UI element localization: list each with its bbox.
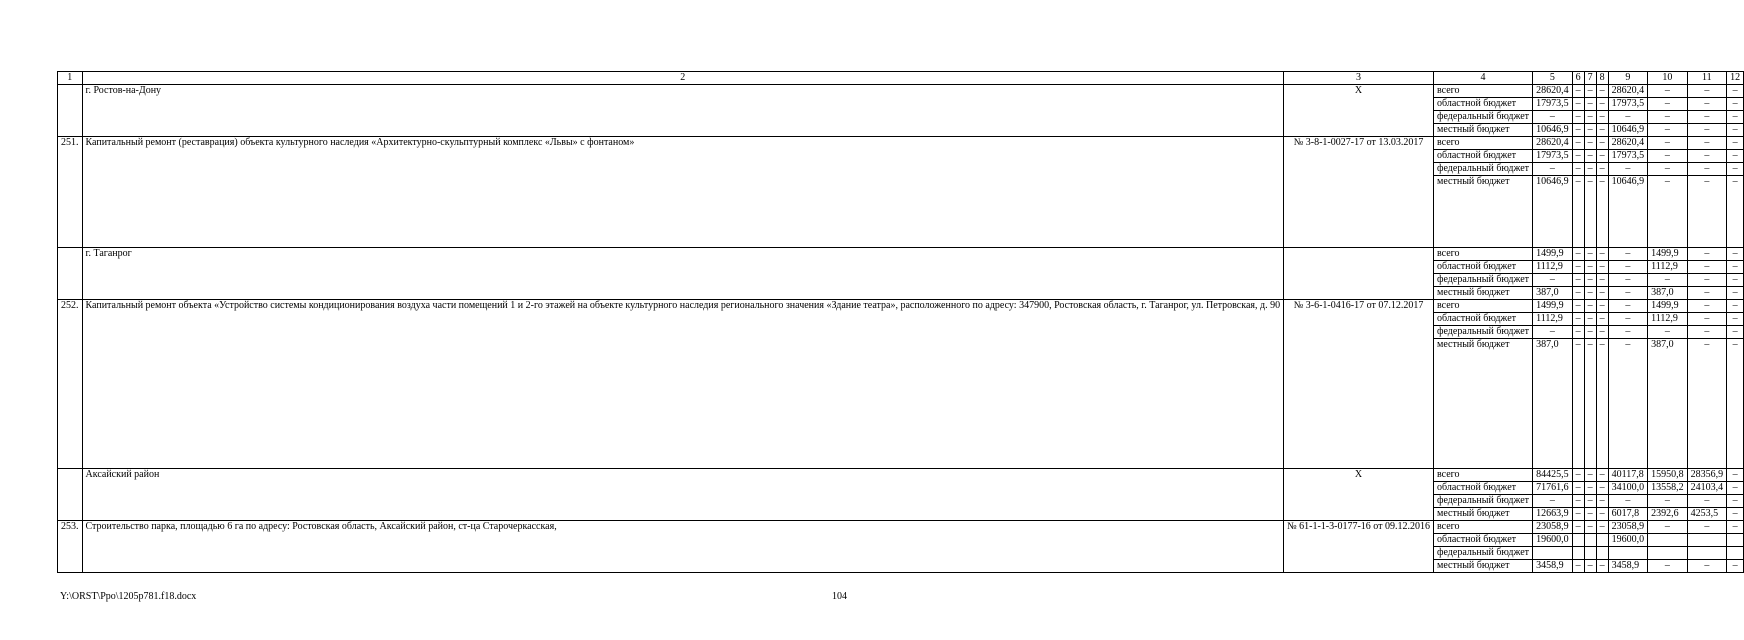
value-cell: 1499,9: [1533, 300, 1573, 313]
value-cell: –: [1584, 124, 1596, 137]
value-cell: –: [1584, 560, 1596, 573]
value-cell: –: [1687, 495, 1727, 508]
value-cell: –: [1596, 508, 1608, 521]
value-cell: 84425,5: [1533, 469, 1573, 482]
budget-label: всего: [1434, 521, 1533, 534]
value-cell: –: [1608, 261, 1648, 274]
value-cell: 19600,0: [1608, 534, 1648, 547]
value-cell: –: [1687, 521, 1727, 534]
budget-label: местный бюджет: [1434, 287, 1533, 300]
value-cell: –: [1727, 560, 1744, 573]
value-cell: 23058,9: [1608, 521, 1648, 534]
budget-label: областной бюджет: [1434, 261, 1533, 274]
budget-label: местный бюджет: [1434, 339, 1533, 469]
value-cell: –: [1608, 274, 1648, 287]
value-cell: –: [1584, 482, 1596, 495]
value-cell: –: [1596, 124, 1608, 137]
value-cell: 10646,9: [1608, 124, 1648, 137]
column-header: 4: [1434, 72, 1533, 85]
budget-label: всего: [1434, 300, 1533, 313]
value-cell: –: [1687, 98, 1727, 111]
value-cell: –: [1572, 261, 1584, 274]
value-cell: –: [1608, 339, 1648, 469]
table-row: [58, 248, 1744, 261]
value-cell: –: [1648, 85, 1688, 98]
column-header: 1: [58, 72, 83, 85]
budget-label: всего: [1434, 137, 1533, 150]
column-header: 3: [1284, 72, 1434, 85]
value-cell: –: [1584, 326, 1596, 339]
value-cell: –: [1572, 176, 1584, 248]
value-cell: –: [1584, 469, 1596, 482]
value-cell: 387,0: [1648, 287, 1688, 300]
budget-label: всего: [1434, 469, 1533, 482]
budget-label: областной бюджет: [1434, 534, 1533, 547]
value-cell: 6017,8: [1608, 508, 1648, 521]
value-cell: –: [1687, 137, 1727, 150]
value-cell: –: [1533, 495, 1573, 508]
value-cell: 1499,9: [1533, 248, 1573, 261]
value-cell: 12663,9: [1533, 508, 1573, 521]
value-cell: 17973,5: [1533, 98, 1573, 111]
value-cell: –: [1584, 176, 1596, 248]
page-number: 104: [832, 591, 847, 602]
value-cell: –: [1596, 176, 1608, 248]
budget-label: всего: [1434, 85, 1533, 98]
value-cell: –: [1648, 98, 1688, 111]
value-cell: –: [1687, 124, 1727, 137]
value-cell: 19600,0: [1533, 534, 1573, 547]
value-cell: –: [1727, 300, 1744, 313]
budget-label: местный бюджет: [1434, 124, 1533, 137]
value-cell: –: [1584, 111, 1596, 124]
value-cell: –: [1572, 521, 1584, 534]
value-cell: –: [1727, 274, 1744, 287]
locality-code: [1284, 248, 1434, 300]
value-cell: –: [1727, 261, 1744, 274]
value-cell: –: [1572, 300, 1584, 313]
value-cell: –: [1572, 313, 1584, 326]
object-name: Капитальный ремонт объекта «Устройство системы кондиционирования воздуха части помещений 1 и 2-го этажей на объекте культурного наследия регионального значения «Здание театра», расположенного по адресу: 347900, Ростовская область, г. Таганрог, ул. Петровская, д. 90: [82, 300, 1284, 469]
value-cell: –: [1596, 85, 1608, 98]
value-cell: 3458,9: [1533, 560, 1573, 573]
value-cell: –: [1584, 300, 1596, 313]
row-number: 251.: [58, 137, 83, 248]
column-header: 6: [1572, 72, 1584, 85]
table-body: [58, 72, 1744, 573]
value-cell: [1687, 534, 1727, 547]
value-cell: –: [1727, 124, 1744, 137]
row-number: 252.: [58, 300, 83, 469]
value-cell: [1584, 534, 1596, 547]
value-cell: –: [1572, 85, 1584, 98]
row-number: [58, 469, 83, 521]
budget-label: федеральный бюджет: [1434, 274, 1533, 287]
value-cell: –: [1596, 287, 1608, 300]
value-cell: –: [1648, 521, 1688, 534]
value-cell: 28620,4: [1608, 137, 1648, 150]
value-cell: –: [1648, 495, 1688, 508]
value-cell: 71761,6: [1533, 482, 1573, 495]
value-cell: –: [1572, 248, 1584, 261]
value-cell: –: [1596, 137, 1608, 150]
value-cell: 28356,9: [1687, 469, 1727, 482]
value-cell: 17973,5: [1533, 150, 1573, 163]
table-row: [58, 521, 1744, 534]
value-cell: –: [1687, 111, 1727, 124]
value-cell: 1112,9: [1648, 313, 1688, 326]
value-cell: –: [1608, 300, 1648, 313]
locality-name: г. Таганрог: [82, 248, 1284, 300]
value-cell: 24103,4: [1687, 482, 1727, 495]
budget-label: федеральный бюджет: [1434, 495, 1533, 508]
value-cell: 387,0: [1533, 287, 1573, 300]
value-cell: –: [1584, 163, 1596, 176]
value-cell: –: [1572, 469, 1584, 482]
value-cell: –: [1687, 339, 1727, 469]
value-cell: [1648, 534, 1688, 547]
value-cell: 28620,4: [1608, 85, 1648, 98]
value-cell: –: [1727, 495, 1744, 508]
value-cell: –: [1596, 560, 1608, 573]
header-row: [58, 72, 1744, 85]
value-cell: –: [1572, 482, 1584, 495]
value-cell: 40117,8: [1608, 469, 1648, 482]
value-cell: –: [1727, 137, 1744, 150]
value-cell: –: [1596, 248, 1608, 261]
budget-table: [57, 71, 1744, 573]
value-cell: [1687, 547, 1727, 560]
value-cell: –: [1648, 124, 1688, 137]
budget-label: местный бюджет: [1434, 176, 1533, 248]
value-cell: –: [1584, 98, 1596, 111]
project-document: № 61-1-1-3-0177-16 от 09.12.2016: [1284, 521, 1434, 573]
value-cell: –: [1687, 176, 1727, 248]
locality-code: Х: [1284, 469, 1434, 521]
row-number: [58, 248, 83, 300]
value-cell: –: [1584, 339, 1596, 469]
locality-name: г. Ростов-на-Дону: [82, 85, 1284, 137]
value-cell: –: [1727, 163, 1744, 176]
value-cell: 10646,9: [1533, 176, 1573, 248]
budget-label: областной бюджет: [1434, 482, 1533, 495]
locality-code: Х: [1284, 85, 1434, 137]
value-cell: –: [1584, 495, 1596, 508]
value-cell: –: [1596, 521, 1608, 534]
budget-label: местный бюджет: [1434, 508, 1533, 521]
value-cell: –: [1596, 274, 1608, 287]
value-cell: [1533, 547, 1573, 560]
value-cell: 13558,2: [1648, 482, 1688, 495]
value-cell: –: [1572, 111, 1584, 124]
budget-label: областной бюджет: [1434, 98, 1533, 111]
value-cell: –: [1584, 521, 1596, 534]
value-cell: –: [1727, 521, 1744, 534]
value-cell: [1727, 547, 1744, 560]
value-cell: –: [1608, 248, 1648, 261]
value-cell: –: [1572, 274, 1584, 287]
value-cell: 4253,5: [1687, 508, 1727, 521]
value-cell: –: [1727, 111, 1744, 124]
budget-label: федеральный бюджет: [1434, 547, 1533, 560]
value-cell: –: [1533, 163, 1573, 176]
value-cell: 1499,9: [1648, 248, 1688, 261]
value-cell: –: [1608, 287, 1648, 300]
value-cell: –: [1687, 85, 1727, 98]
value-cell: 1112,9: [1648, 261, 1688, 274]
value-cell: –: [1596, 313, 1608, 326]
value-cell: –: [1572, 98, 1584, 111]
value-cell: 2392,6: [1648, 508, 1688, 521]
value-cell: –: [1584, 313, 1596, 326]
value-cell: 1112,9: [1533, 313, 1573, 326]
budget-label: всего: [1434, 248, 1533, 261]
column-header: 5: [1533, 72, 1573, 85]
value-cell: –: [1533, 326, 1573, 339]
value-cell: –: [1572, 560, 1584, 573]
value-cell: –: [1727, 469, 1744, 482]
value-cell: –: [1687, 313, 1727, 326]
value-cell: –: [1608, 163, 1648, 176]
budget-label: областной бюджет: [1434, 150, 1533, 163]
value-cell: –: [1648, 176, 1688, 248]
value-cell: –: [1584, 287, 1596, 300]
value-cell: –: [1727, 85, 1744, 98]
value-cell: –: [1596, 111, 1608, 124]
value-cell: –: [1533, 111, 1573, 124]
row-number: 253.: [58, 521, 83, 573]
value-cell: –: [1596, 469, 1608, 482]
value-cell: –: [1687, 287, 1727, 300]
column-header: 2: [82, 72, 1284, 85]
value-cell: –: [1648, 274, 1688, 287]
value-cell: –: [1572, 287, 1584, 300]
value-cell: –: [1727, 482, 1744, 495]
column-header: 7: [1584, 72, 1596, 85]
value-cell: 34100,0: [1608, 482, 1648, 495]
value-cell: 17973,5: [1608, 98, 1648, 111]
project-document: № 3-8-1-0027-17 от 13.03.2017: [1284, 137, 1434, 248]
value-cell: 1499,9: [1648, 300, 1688, 313]
value-cell: –: [1584, 261, 1596, 274]
value-cell: 387,0: [1533, 339, 1573, 469]
value-cell: 387,0: [1648, 339, 1688, 469]
value-cell: –: [1596, 261, 1608, 274]
value-cell: –: [1572, 150, 1584, 163]
value-cell: 10646,9: [1533, 124, 1573, 137]
value-cell: –: [1596, 163, 1608, 176]
budget-label: федеральный бюджет: [1434, 111, 1533, 124]
budget-label: федеральный бюджет: [1434, 163, 1533, 176]
footer-file-path: Y:\ORST\Ppo\1205p781.f18.docx: [60, 591, 197, 602]
value-cell: –: [1687, 326, 1727, 339]
value-cell: –: [1572, 508, 1584, 521]
row-number: [58, 85, 83, 137]
value-cell: –: [1533, 274, 1573, 287]
value-cell: –: [1572, 124, 1584, 137]
value-cell: 28620,4: [1533, 137, 1573, 150]
value-cell: –: [1727, 150, 1744, 163]
value-cell: [1608, 547, 1648, 560]
value-cell: 23058,9: [1533, 521, 1573, 534]
value-cell: –: [1648, 326, 1688, 339]
value-cell: –: [1584, 137, 1596, 150]
value-cell: 15950,8: [1648, 469, 1688, 482]
value-cell: –: [1584, 150, 1596, 163]
value-cell: [1572, 534, 1584, 547]
value-cell: –: [1727, 176, 1744, 248]
table-row: [58, 300, 1744, 313]
value-cell: –: [1608, 313, 1648, 326]
value-cell: [1596, 534, 1608, 547]
value-cell: –: [1596, 326, 1608, 339]
table-row: [58, 469, 1744, 482]
value-cell: –: [1584, 274, 1596, 287]
value-cell: –: [1727, 326, 1744, 339]
value-cell: 28620,4: [1533, 85, 1573, 98]
table-row: [58, 85, 1744, 98]
value-cell: –: [1687, 300, 1727, 313]
value-cell: –: [1584, 248, 1596, 261]
value-cell: –: [1687, 163, 1727, 176]
value-cell: –: [1687, 248, 1727, 261]
table-row: [58, 137, 1744, 150]
value-cell: –: [1648, 111, 1688, 124]
object-name: Строительство парка, площадью 6 га по адресу: Ростовская область, Аксайский район, ст-ца Старочеркасская,: [82, 521, 1284, 573]
value-cell: –: [1584, 85, 1596, 98]
column-header: 10: [1648, 72, 1688, 85]
value-cell: –: [1572, 339, 1584, 469]
column-header: 9: [1608, 72, 1648, 85]
value-cell: –: [1648, 150, 1688, 163]
value-cell: –: [1572, 137, 1584, 150]
value-cell: –: [1584, 508, 1596, 521]
value-cell: 10646,9: [1608, 176, 1648, 248]
value-cell: –: [1572, 326, 1584, 339]
value-cell: –: [1727, 287, 1744, 300]
budget-label: федеральный бюджет: [1434, 326, 1533, 339]
column-header: 12: [1727, 72, 1744, 85]
value-cell: –: [1648, 163, 1688, 176]
value-cell: –: [1727, 339, 1744, 469]
value-cell: –: [1596, 150, 1608, 163]
value-cell: –: [1648, 560, 1688, 573]
value-cell: –: [1608, 495, 1648, 508]
value-cell: –: [1572, 163, 1584, 176]
value-cell: –: [1727, 248, 1744, 261]
value-cell: –: [1608, 326, 1648, 339]
project-document: № 3-6-1-0416-17 от 07.12.2017: [1284, 300, 1434, 469]
value-cell: [1584, 547, 1596, 560]
value-cell: –: [1596, 482, 1608, 495]
value-cell: –: [1596, 98, 1608, 111]
value-cell: [1596, 547, 1608, 560]
value-cell: 17973,5: [1608, 150, 1648, 163]
value-cell: –: [1572, 495, 1584, 508]
budget-label: местный бюджет: [1434, 560, 1533, 573]
column-header: 11: [1687, 72, 1727, 85]
value-cell: –: [1687, 274, 1727, 287]
value-cell: –: [1648, 137, 1688, 150]
locality-name: Аксайский район: [82, 469, 1284, 521]
value-cell: –: [1727, 313, 1744, 326]
budget-label: областной бюджет: [1434, 313, 1533, 326]
value-cell: [1727, 534, 1744, 547]
value-cell: –: [1596, 339, 1608, 469]
value-cell: –: [1727, 98, 1744, 111]
object-name: Капитальный ремонт (реставрация) объекта культурного наследия «Архитектурно-скульптурный комплекс «Львы» с фонтаном»: [82, 137, 1284, 248]
column-header: 8: [1596, 72, 1608, 85]
value-cell: –: [1687, 261, 1727, 274]
value-cell: –: [1687, 150, 1727, 163]
value-cell: –: [1687, 560, 1727, 573]
value-cell: [1648, 547, 1688, 560]
value-cell: –: [1596, 495, 1608, 508]
value-cell: [1572, 547, 1584, 560]
value-cell: –: [1596, 300, 1608, 313]
value-cell: 3458,9: [1608, 560, 1648, 573]
value-cell: –: [1727, 508, 1744, 521]
value-cell: –: [1608, 111, 1648, 124]
value-cell: 1112,9: [1533, 261, 1573, 274]
